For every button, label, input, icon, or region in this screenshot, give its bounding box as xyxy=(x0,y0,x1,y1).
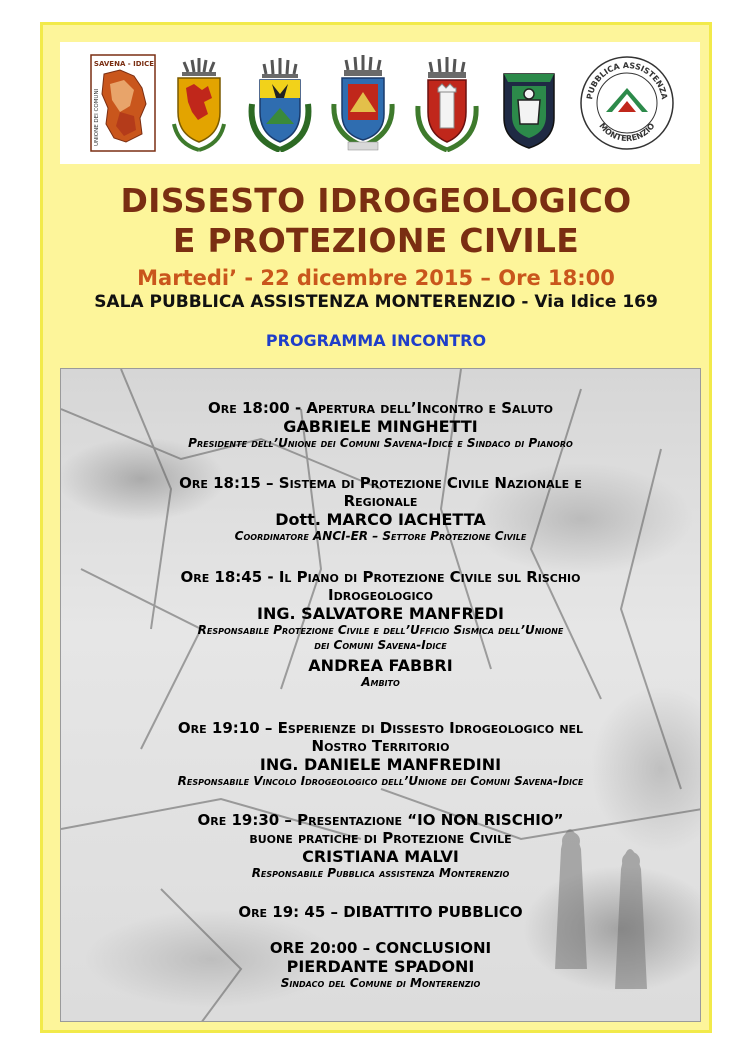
item-3-heading-line-1: Ore 18:45 - Il Piano di Protezione Civile sul Rischio xyxy=(180,568,581,586)
logo-text-top: PUBBLICA ASSISTENZA xyxy=(585,60,669,101)
monghidoro-coat-of-arms-icon xyxy=(244,54,316,152)
program-item-7 xyxy=(61,939,700,991)
loiano-coat-of-arms-icon xyxy=(168,54,230,152)
program-item-4 xyxy=(61,719,700,789)
program-item-5 xyxy=(61,811,700,881)
item-3-second-speaker-role: Ambito xyxy=(361,675,400,690)
pubblica-assistenza-monterenzio-logo xyxy=(578,54,676,152)
item-7-heading: ORE 20:00 – CONCLUSIONI xyxy=(269,939,492,957)
ozzano-coat-of-arms-icon xyxy=(412,54,482,152)
item-1-role: Presidente dell’Unione dei Comuni Savena-Idice e Sindaco di Pianoro xyxy=(188,436,573,451)
poster-frame xyxy=(40,22,712,1033)
monterenzio-coat-of-arms-icon xyxy=(328,54,398,152)
item-5-heading-line-1: Ore 19:30 – Presentazione “IO NON RISCHIO” xyxy=(197,811,564,829)
item-3-second-speaker: ANDREA FABBRI xyxy=(308,655,453,675)
item-3-speaker: ING. SALVATORE MANFREDI xyxy=(257,604,504,623)
item-6-heading: Ore 19: 45 – DIBATTITO PUBBLICO xyxy=(238,903,523,921)
pianoro-coat-of-arms-icon xyxy=(494,54,564,152)
item-2-role: Coordinatore ANCI-ER – Settore Protezione Civile xyxy=(234,529,527,544)
item-2-heading-line-1: Ore 18:15 – Sistema di Protezione Civile Nazionale e xyxy=(179,474,582,492)
item-4-speaker: ING. DANIELE MANFREDINI xyxy=(259,755,502,774)
event-title-line-1: DISSESTO IDROGEOLOGICO xyxy=(120,181,632,220)
event-date-time: Martedi’ - 22 dicembre 2015 – Ore 18:00 xyxy=(137,266,615,290)
item-7-role: Sindaco del Comune di Monterenzio xyxy=(280,976,481,991)
unione-comuni-savena-idice-logo xyxy=(90,54,156,152)
logo-text-bottom: MONTERENZIO xyxy=(597,121,657,144)
event-title-line-2: E PROTEZIONE CIVILE xyxy=(172,221,580,260)
event-venue: SALA PUBBLICA ASSISTENZA MONTERENZIO - Via Idice 169 xyxy=(94,292,658,312)
program-item-3 xyxy=(61,568,700,690)
program-item-1 xyxy=(61,399,700,451)
item-4-heading-line-2: Nostro Territorio xyxy=(311,737,450,755)
savena-idice-logo-text: SAVENA - IDICE xyxy=(93,60,155,68)
item-1-speaker: GABRIELE MINGHETTI xyxy=(283,417,478,436)
item-5-heading-line-2: buone pratiche di Protezione Civile xyxy=(249,829,512,847)
program-item-2 xyxy=(61,474,700,544)
item-5-speaker: CRISTIANA MALVI xyxy=(302,847,459,866)
program-title: PROGRAMMA INCONTRO xyxy=(265,331,487,350)
unione-comuni-vertical-text: UNIONE DEI COMUNI xyxy=(94,88,100,146)
item-3-heading-line-2: Idrogeologico xyxy=(328,586,433,604)
item-4-role: Responsabile Vincolo Idrogeologico dell’Unione dei Comuni Savena-Idice xyxy=(177,774,584,789)
program-photo-panel xyxy=(60,368,701,1022)
item-7-speaker: PIERDANTE SPADONI xyxy=(286,957,475,976)
item-4-heading-line-1: Ore 19:10 – Esperienze di Dissesto Idrogeologico nel xyxy=(177,719,584,737)
item-2-heading-line-2: Regionale xyxy=(343,492,418,510)
item-3-role-line-1: Responsabile Protezione Civile e dell’Ufficio Sismica dell’Unione xyxy=(197,623,564,638)
item-3-role-line-2: dei Comuni Savena-Idice xyxy=(314,637,447,652)
snowy-forest-background xyxy=(61,369,701,1022)
item-2-speaker: Dott. MARCO IACHETTA xyxy=(275,510,486,529)
item-1-heading: Ore 18:00 - Apertura dell’Incontro e Saluto xyxy=(208,399,553,417)
item-5-role: Responsabile Pubblica assistenza Monterenzio xyxy=(251,866,510,881)
logo-strip xyxy=(60,42,700,164)
program-item-6 xyxy=(61,903,700,921)
